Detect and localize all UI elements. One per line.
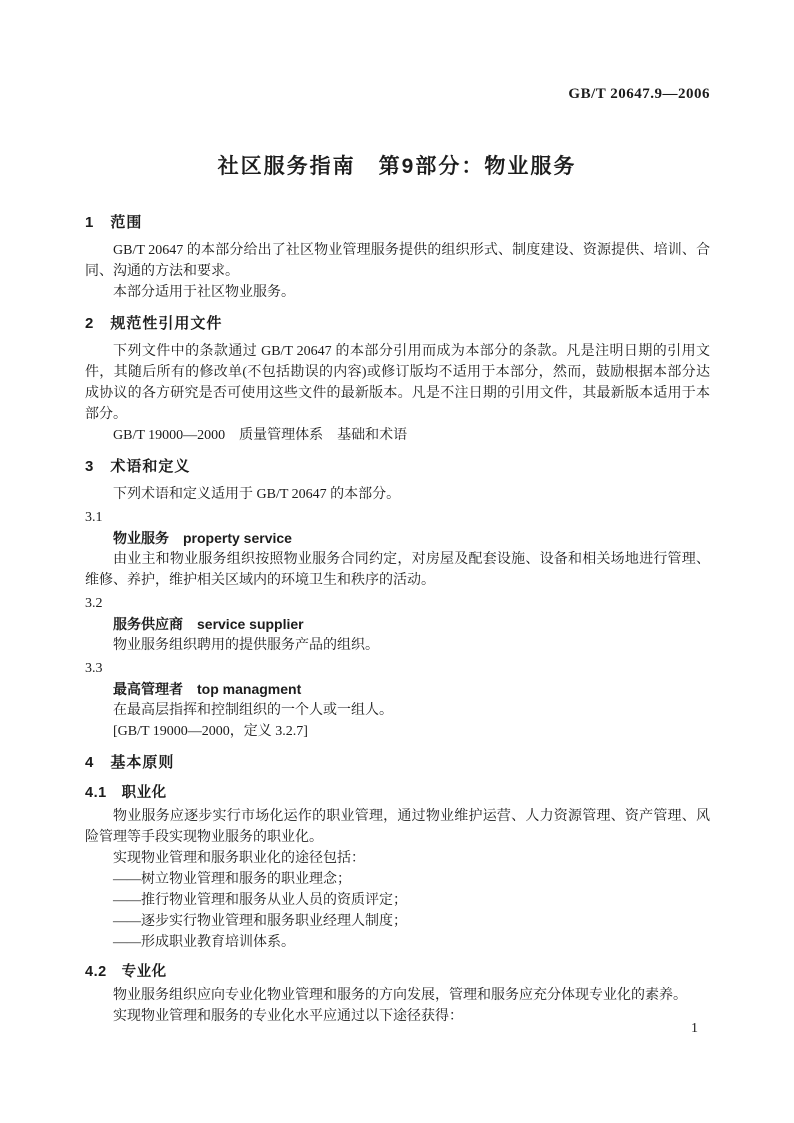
subsection-heading-4-1: 4.1 职业化: [85, 785, 167, 801]
document-title: 社区服务指南 第9部分：物业服务: [217, 155, 577, 178]
list-item: ——推行物业管理和服务从业人员的资质评定；: [113, 893, 407, 908]
paragraph: 物业服务应逐步实行市场化运作的职业管理，通过物业维护运营、人力资源管理、资产管理、风险管理等手段实现物业服务的职业化。: [85, 809, 710, 845]
section-heading-1: 1 范围: [85, 214, 143, 231]
paragraph: 下列术语和定义适用于 GB/T 20647 的本部分。: [113, 487, 401, 502]
term-line: 服务供应商 service supplier: [113, 616, 304, 632]
paragraph: 本部分适用于社区物业服务。: [113, 285, 295, 300]
term-line: 物业服务 property service: [113, 530, 292, 546]
reference-entry: GB/T 19000—2000 质量管理体系 基础和术语: [113, 428, 408, 443]
subsection-heading-4-2: 4.2 专业化: [85, 964, 167, 980]
list-item: ——形成职业教育培训体系。: [113, 935, 295, 950]
definition-source-note: [GB/T 19000—2000，定义 3.2.7]: [113, 724, 308, 739]
section-heading-2: 2 规范性引用文件: [85, 315, 223, 332]
list-item: ——树立物业管理和服务的职业理念；: [113, 872, 351, 887]
clause-number-3-2: 3.2: [85, 596, 103, 611]
paragraph: 实现物业管理和服务职业化的途径包括：: [113, 851, 365, 866]
clause-number-3-3: 3.3: [85, 661, 103, 676]
term-definition: 物业服务组织聘用的提供服务产品的组织。: [113, 638, 379, 653]
term-line: 最高管理者 top managment: [113, 681, 302, 697]
term-definition: 由业主和物业服务组织按照物业服务合同约定，对房屋及配套设施、设备和相关场地进行管理、维修、养护，维护相关区域内的环境卫生和秩序的活动。: [85, 552, 710, 588]
paragraph: 下列文件中的条款通过 GB/T 20647 的本部分引用而成为本部分的条款。凡是注明日期的引用文件，其随后所有的修改单(不包括勘误的内容)或修订版均不适用于本部分，然而，鼓励根据本部分达成协议的各方研究是否可使用这些文件的最新版本。凡是不注日期的引用文件，其最新版本适用于本部分。: [85, 344, 710, 422]
document-body: [85, 212, 710, 1027]
section-heading-3: 3 术语和定义: [85, 458, 191, 475]
list-item: ——逐步实行物业管理和服务职业经理人制度；: [113, 914, 407, 929]
section-heading-4: 4 基本原则: [85, 754, 175, 771]
page-number: 1: [691, 1021, 698, 1036]
clause-number-3-1: 3.1: [85, 510, 103, 525]
term-definition: 在最高层指挥和控制组织的一个人或一组人。: [113, 703, 393, 718]
paragraph: 实现物业管理和服务的专业化水平应通过以下途径获得：: [113, 1009, 463, 1024]
standard-doc-code: GB/T 20647.9—2006: [568, 86, 710, 102]
paragraph: 物业服务组织应向专业化物业管理和服务的方向发展，管理和服务应充分体现专业化的素养。: [113, 988, 687, 1003]
paragraph: GB/T 20647 的本部分给出了社区物业管理服务提供的组织形式、制度建设、资源提供、培训、合同、沟通的方法和要求。: [85, 243, 710, 279]
